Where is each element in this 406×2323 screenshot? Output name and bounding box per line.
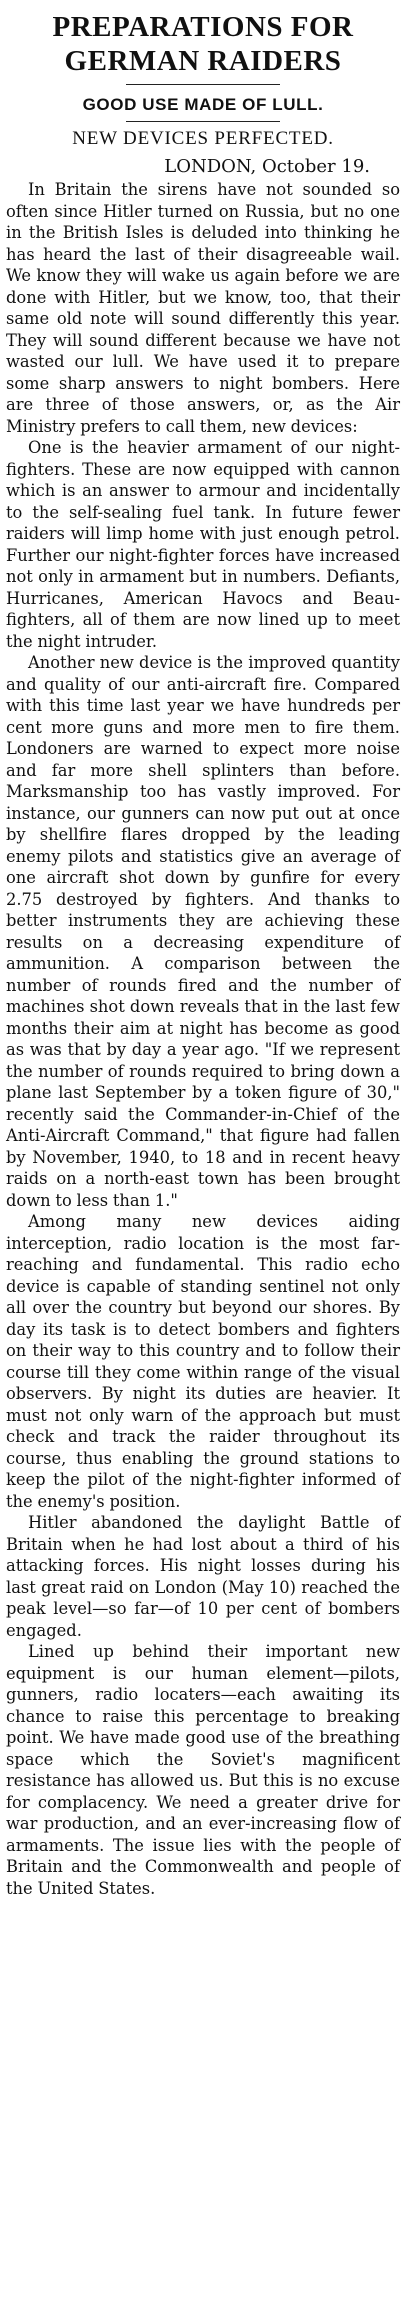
paragraph: Among many new devices aiding interception, radio location is the most far-reaching and fundamental. This radio echo device is capable of standing sentinel not only all over the country but beyond our shores. By day its task is to detect bombers and fighters on their way to this country and to follow their course till they come within range of the visual observers. By night its duties are heavier. It must not only warn of the approach but must check and track the raider throughout its course, thus enabling the ground stations to keep the pilot of the night-fighter informed of the enemy's position. [6, 1212, 400, 1511]
subheading-rule [126, 121, 280, 122]
paragraph: In Britain the sirens have not sounded so often since Hitler turned on Russia, but no one in the British Isles is deluded into thinking he has heard the last of their disagreeable wail. We know they will wake us again before we are done with Hitler, but we know, too, that their same old note will sound differently this year. They will sound different because we have not wasted our lull. We have used it to prepare some sharp answers to night bombers. Here are three of those answers, or, as the Air Ministry prefers to call them, new devices: [6, 180, 400, 436]
subheading-secondary: NEW DEVICES PERFECTED. [72, 128, 334, 149]
paragraph: Hitler abandoned the daylight Battle of Britain when he had lost about a third of his attacking forces. His night losses during his last great raid on London (May 10) reached the peak level—so far—of 10 per cent of bombers engaged. [6, 1513, 400, 1640]
subheading-primary: GOOD USE MADE OF LULL. [82, 95, 324, 114]
headline-rule [126, 84, 280, 85]
paragraph: One is the heavier armament of our night-fighters. These are now equipped with cannon which is an answer to armour and incidentally to the self-sealing fuel tank. In future fewer raiders will limp home with just enough petrol. Further our night-fighter forces have increased not only in armament but in numbers. Defiants, Hurricanes, American Havocs and Beau-fighters, all of them are now lined up to meet the night intruder. [6, 438, 400, 651]
headline: PREPARATIONS FOR GERMAN RAIDERS [52, 11, 354, 77]
article-body [6, 179, 400, 1899]
paragraph: Another new device is the improved quantity and quality of our anti-aircraft fire. Compared with this time last year we have hundreds per cent more guns and more men to fire them. Londoners are warned to expect more noise and far more shell splinters than before. Marksmanship too has vastly improved. For instance, our gunners can now put out at once by shellfire flares dropped by the leading enemy pilots and statistics give an average of one aircraft shot down by gunfire for every 2.75 destroyed by fighters. And thanks to better instruments they are achieving these results on a decreasing expenditure of ammunition. A comparison between the number of rounds fired and the number of machines shot down reveals that in the last few months their aim at night has become as good as was that by day a year ago. "If we represent the number of rounds required to bring down a plane last September by a token figure of 30," recently said the Commander-in-Chief of the Anti-Aircraft Command," that figure had fallen by November, 1940, to 18 and in recent heavy raids on a north-east town has been brought down to less than 1." [6, 653, 400, 1210]
dateline: LONDON, October 19. [164, 156, 370, 177]
paragraph: Lined up behind their important new equipment is our human element—pilots, gunners, radio locaters—each awaiting its chance to raise this percentage to breaking point. We have made good use of the breathing space which the Soviet's magnificent resistance has allowed us. But this is no excuse for complacency. We need a greater drive for war production, and an ever-increasing flow of armaments. The issue lies with the people of Britain and the Commonwealth and people of the United States. [6, 1642, 400, 1898]
